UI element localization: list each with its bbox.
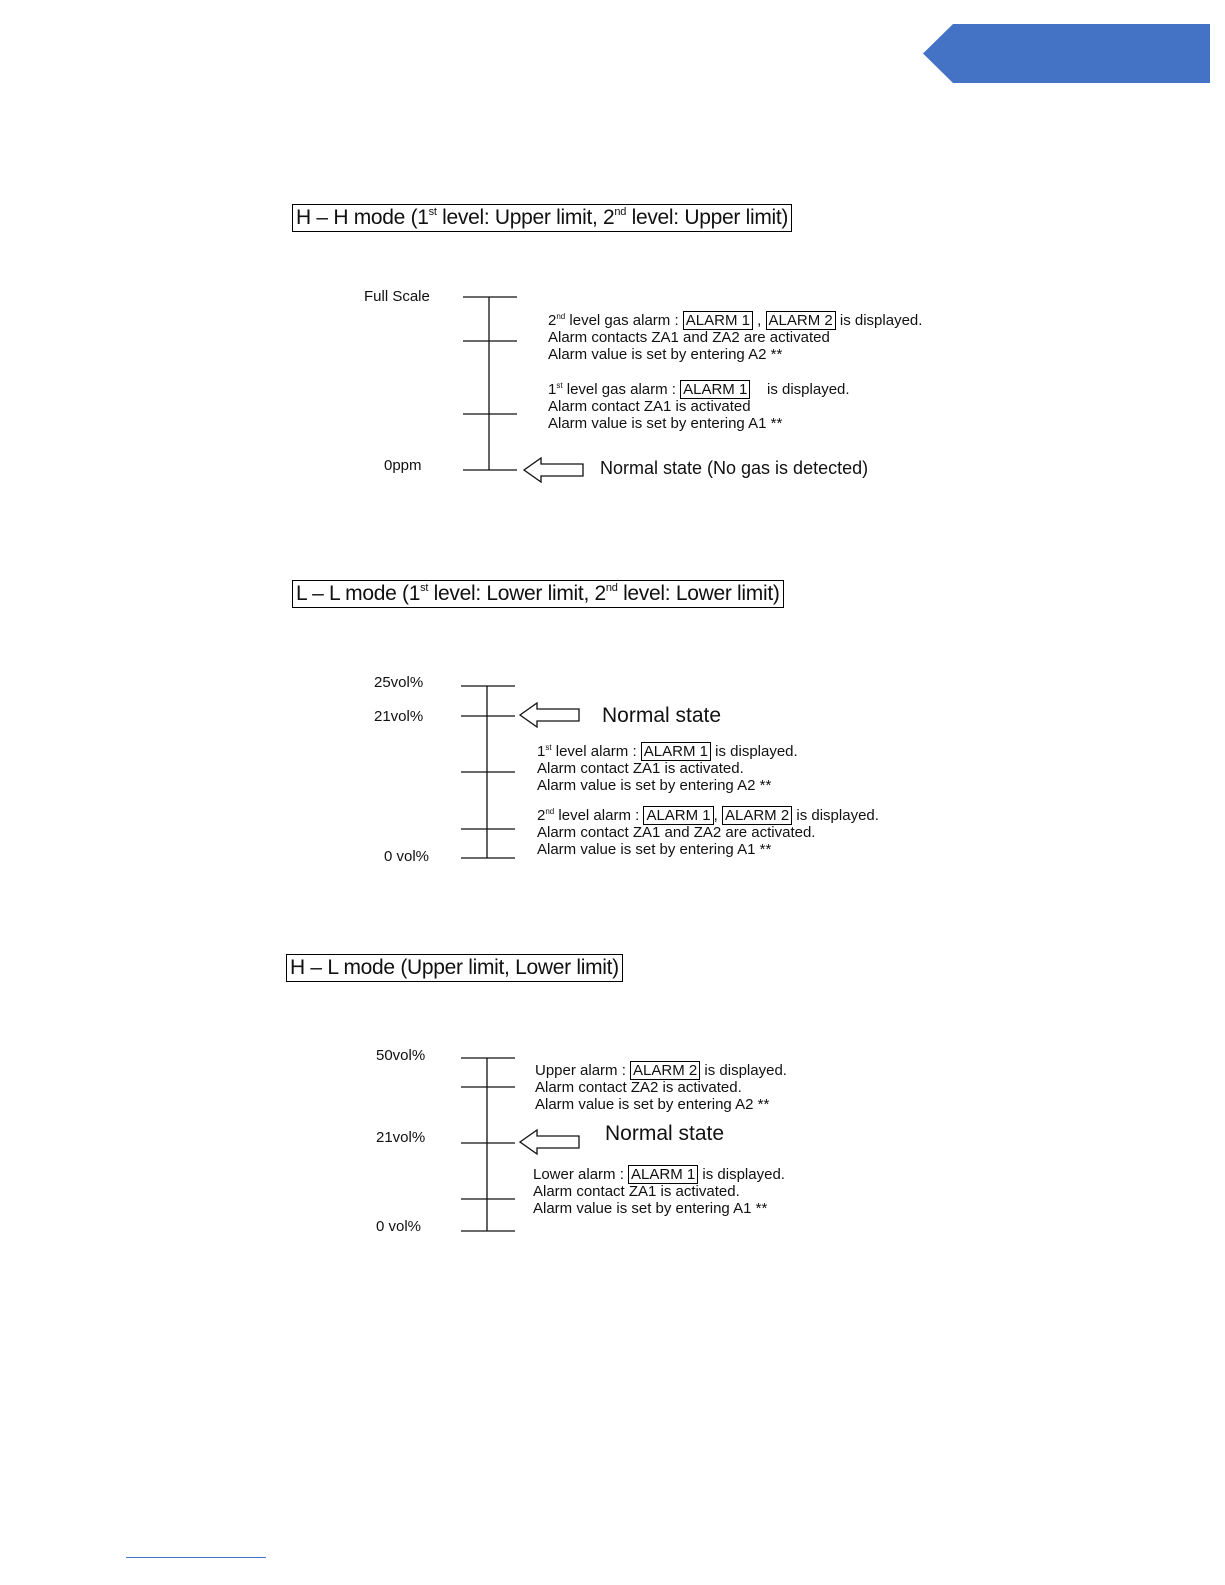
ll-normal-arrow-icon: [520, 703, 579, 727]
alarm1-badge: ALARM 1: [643, 806, 713, 825]
ll-level1-line3: Alarm value is set by entering A2 **: [537, 777, 772, 794]
hh-normal-state-label: Normal state (No gas is detected): [600, 458, 869, 478]
hh-level1-line2: Alarm contact ZA1 is activated: [548, 398, 751, 415]
hh-mode-title: H – H mode (1st level: Upper limit, 2nd level: Upper limit): [292, 204, 792, 232]
hl-normal-state-label: Normal state: [605, 1122, 725, 1145]
ll-level1-line2: Alarm contact ZA1 is activated.: [537, 760, 744, 777]
alarm1-badge: ALARM 1: [641, 742, 711, 761]
alarm2-badge: ALARM 2: [630, 1061, 700, 1080]
hh-level1-description: [548, 381, 850, 432]
ll-level1-line1: 1st level alarm : ALARM 1 is displayed.: [537, 743, 798, 760]
hl-mode-title: H – L mode (Upper limit, Lower limit): [286, 954, 623, 982]
ll-normal-state-label: Normal state: [602, 704, 722, 727]
hh-full-scale-label: Full Scale: [364, 288, 430, 305]
hl-zero-label: 0 vol%: [376, 1218, 422, 1235]
ll-mode-title: L – L mode (1st level: Lower limit, 2nd level: Lower limit): [292, 580, 784, 608]
alarm1-badge: ALARM 1: [683, 311, 753, 330]
hh-level1-line1: 1st level gas alarm : ALARM 1 is displayed.: [548, 381, 850, 398]
hl-lower-description: [533, 1166, 785, 1217]
hl-normal-label: 21vol%: [376, 1129, 426, 1146]
ll-level2-line2: Alarm contact ZA1 and ZA2 are activated.: [537, 824, 816, 841]
ll-zero-label: 0 vol%: [384, 848, 430, 865]
footer-rule: [126, 1557, 266, 1558]
hl-lower-line3: Alarm value is set by entering A1 **: [533, 1200, 768, 1217]
hl-lower-line2: Alarm contact ZA1 is activated.: [533, 1183, 740, 1200]
alarm1-badge: ALARM 1: [628, 1165, 698, 1184]
hl-upper-line1: Upper alarm : ALARM 2 is displayed.: [535, 1062, 787, 1079]
hl-upper-description: [535, 1062, 787, 1113]
hl-top-label: 50vol%: [376, 1047, 426, 1064]
hh-level2-line2: Alarm contacts ZA1 and ZA2 are activated: [548, 329, 830, 346]
hh-level1-line3: Alarm value is set by entering A1 **: [548, 415, 783, 432]
ll-level2-description: [537, 807, 879, 858]
ll-level2-line1: 2nd level alarm : ALARM 1 , ALARM 2 is displayed.: [537, 807, 879, 824]
hl-lower-line1: Lower alarm : ALARM 1 is displayed.: [533, 1166, 785, 1183]
hl-upper-line2: Alarm contact ZA2 is activated.: [535, 1079, 742, 1096]
hh-zero-label: 0ppm: [384, 457, 422, 474]
hh-normal-arrow-icon: [524, 458, 583, 482]
alarm2-badge: ALARM 2: [766, 311, 836, 330]
ll-top-label: 25vol%: [374, 674, 424, 691]
hh-level2-line3: Alarm value is set by entering A2 **: [548, 346, 783, 363]
alarm2-badge: ALARM 2: [722, 806, 792, 825]
ll-normal-label: 21vol%: [374, 708, 424, 725]
hh-level2-description: [548, 312, 922, 363]
hl-upper-line3: Alarm value is set by entering A2 **: [535, 1096, 770, 1113]
ll-level1-description: [537, 743, 798, 794]
ll-level2-line3: Alarm value is set by entering A1 **: [537, 841, 772, 858]
alarm1-badge: ALARM 1: [680, 380, 750, 399]
hh-level2-line1: 2nd level gas alarm : ALARM 1 , ALARM 2 is displayed.: [548, 312, 923, 329]
hl-normal-arrow-icon: [520, 1130, 579, 1154]
